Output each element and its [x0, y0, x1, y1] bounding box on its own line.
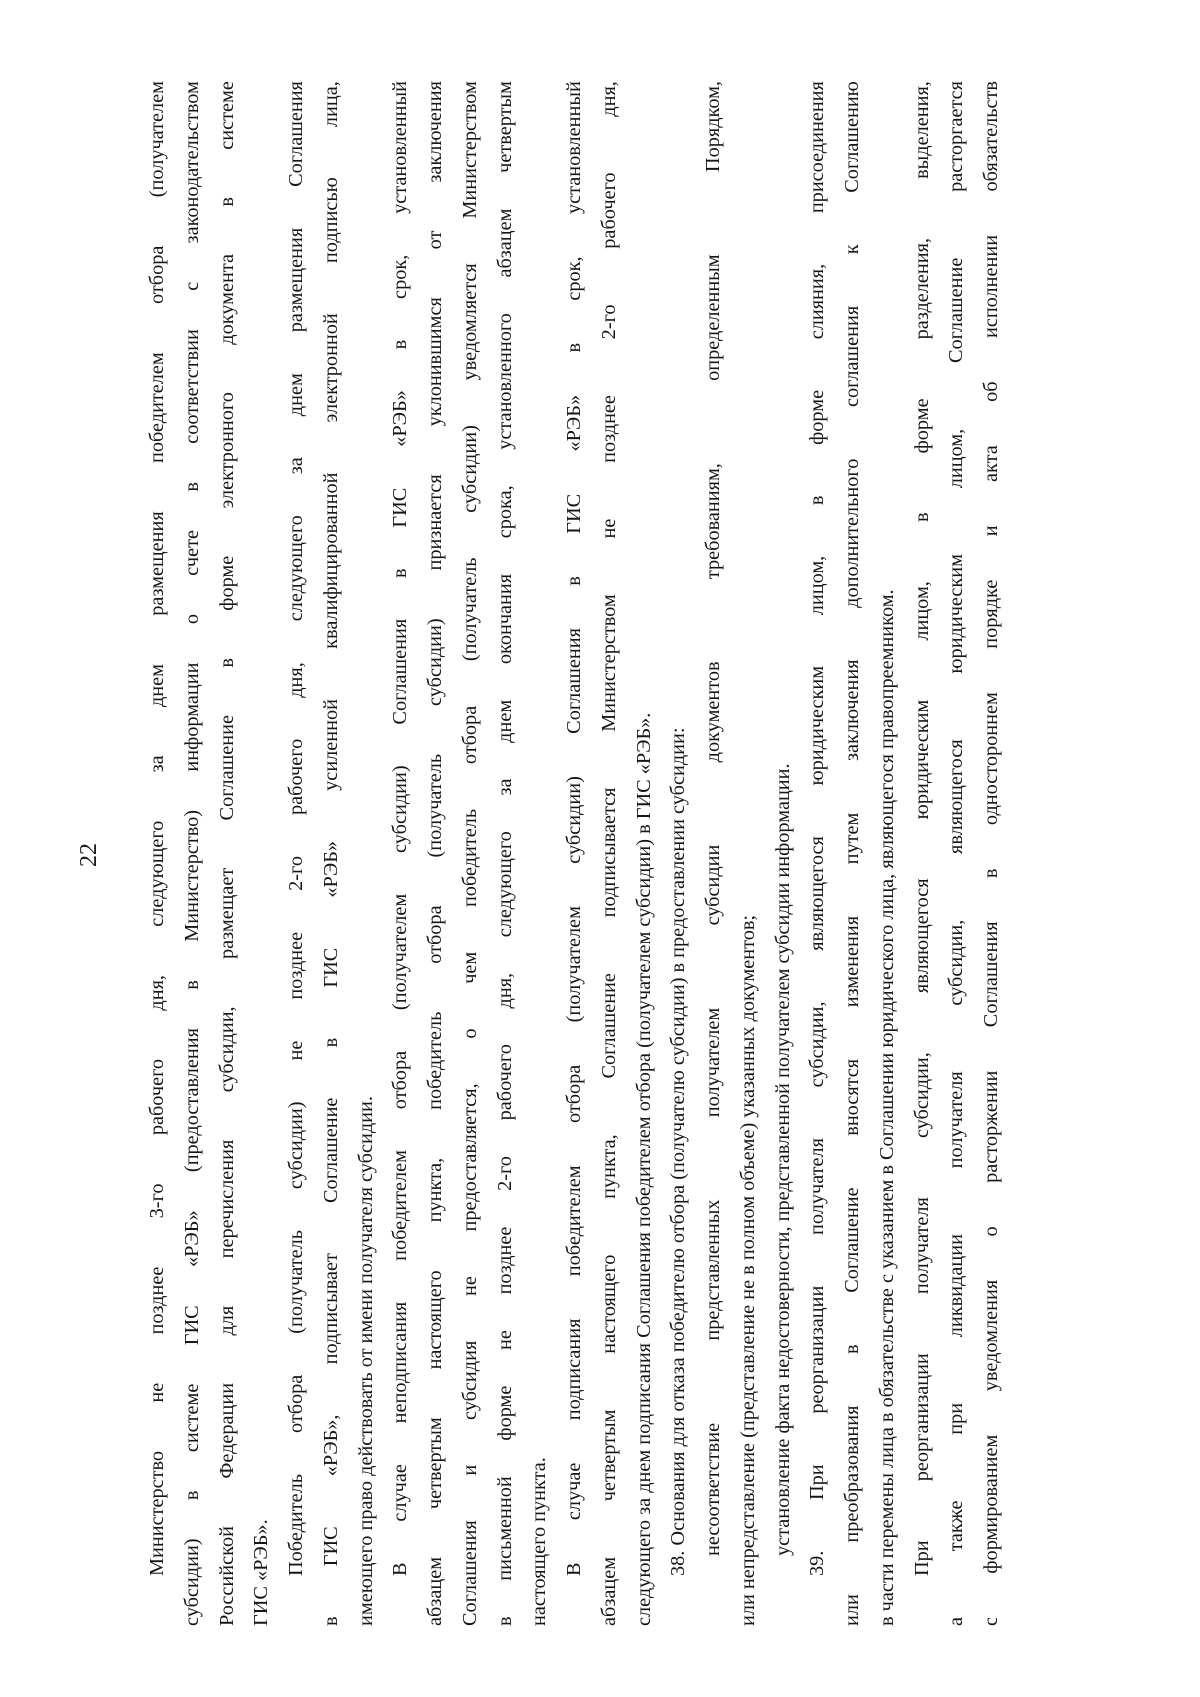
- text-line: абзацем четвертым настоящего пункта, победитель отбора (получатель субсидии) признается уклонившимся от заключения: [424, 81, 446, 1626]
- text-line: Победитель отбора (получатель субсидии) не позднее 2-го рабочего дня, следующего за днем размещения Соглашения: [285, 81, 307, 1576]
- text-line: следующего за днем подписания Соглашения победителем отбора (получателем субсидии) в ГИС «РЭБ».: [632, 712, 655, 1626]
- text-line: Российской Федерации для перечисления субсидии, размещает Соглашение в форме электронного документа в системе: [215, 81, 238, 1626]
- text-line: в письменной форме не позднее 2-го рабочего дня, следующего за днем окончания срока, установленного абзацем четвертым: [493, 81, 516, 1626]
- text-line: несоответствие представленных получателем субсидии документов требованиям, определенным Порядком,: [702, 81, 724, 1556]
- text-line: При реорганизации получателя субсидии, являющегося юридическим лицом, в форме разделения, выделения,: [910, 81, 933, 1576]
- text-line: субсидии) в системе ГИС «РЭБ» (предоставления в Министерство) информации о счете в соответствии с законодательством: [180, 81, 203, 1626]
- text-line: в ГИС «РЭБ», подписывает Соглашение в ГИС «РЭБ» усиленной квалифицированной электронной подписью лица,: [319, 81, 342, 1626]
- text-line: В случае неподписания победителем отбора (получателем субсидии) Соглашения в ГИС «РЭБ» в срок, установленный: [389, 81, 412, 1576]
- text-line: а также при ликвидации получателя субсидии, являющегося юридическим лицом, Соглашение расторгается: [945, 81, 968, 1626]
- text-line: или преобразования в Соглашение вносятся изменения путем заключения дополнительного соглашения к Соглашению: [841, 81, 863, 1626]
- text-line: установление факта недостоверности, представленной получателем субсидии информации.: [771, 763, 794, 1556]
- page-number: 22: [76, 843, 102, 867]
- text-line: 38. Основания для отказа победителю отбора (получателю субсидии) в предоставлении субсидии:: [667, 727, 690, 1576]
- text-line: ГИС «РЭБ».: [250, 1519, 273, 1626]
- document-body: [140, 81, 1070, 1626]
- text-line: В случае подписания победителем отбора (получателем субсидии) Соглашения в ГИС «РЭБ» в срок, установленный: [563, 81, 585, 1576]
- text-line: 39. При реорганизации получателя субсидии, являющегося юридическим лицом, в форме слияния, присоединения: [806, 81, 829, 1576]
- text-line: имеющего право действовать от имени получателя субсидии.: [354, 1096, 377, 1626]
- text-line: настоящего пункта.: [528, 1457, 551, 1626]
- text-line: абзацем четвертым настоящего пункта, Соглашение подписывается Министерством не позднее 2-го рабочего дня,: [597, 81, 620, 1626]
- text-lines: [140, 81, 1009, 1626]
- text-line: или непредставление (представление не в полном объеме) указанных документов;: [736, 914, 759, 1626]
- text-line: Соглашения и субсидия не предоставляется, о чем победитель отбора (получатель субсидии) уведомляется Министерством: [458, 81, 481, 1626]
- text-line: с формированием уведомления о расторжении Соглашения в одностороннем порядке и акта об исполнении обязательств: [980, 81, 1002, 1626]
- text-line: в части перемены лица в обязательстве с указанием в Соглашении юридического лица, являющегося правопреемником.: [875, 589, 898, 1626]
- text-line: Министерство не позднее 3-го рабочего дня, следующего за днем размещения победителем отбора (получателем: [146, 81, 168, 1576]
